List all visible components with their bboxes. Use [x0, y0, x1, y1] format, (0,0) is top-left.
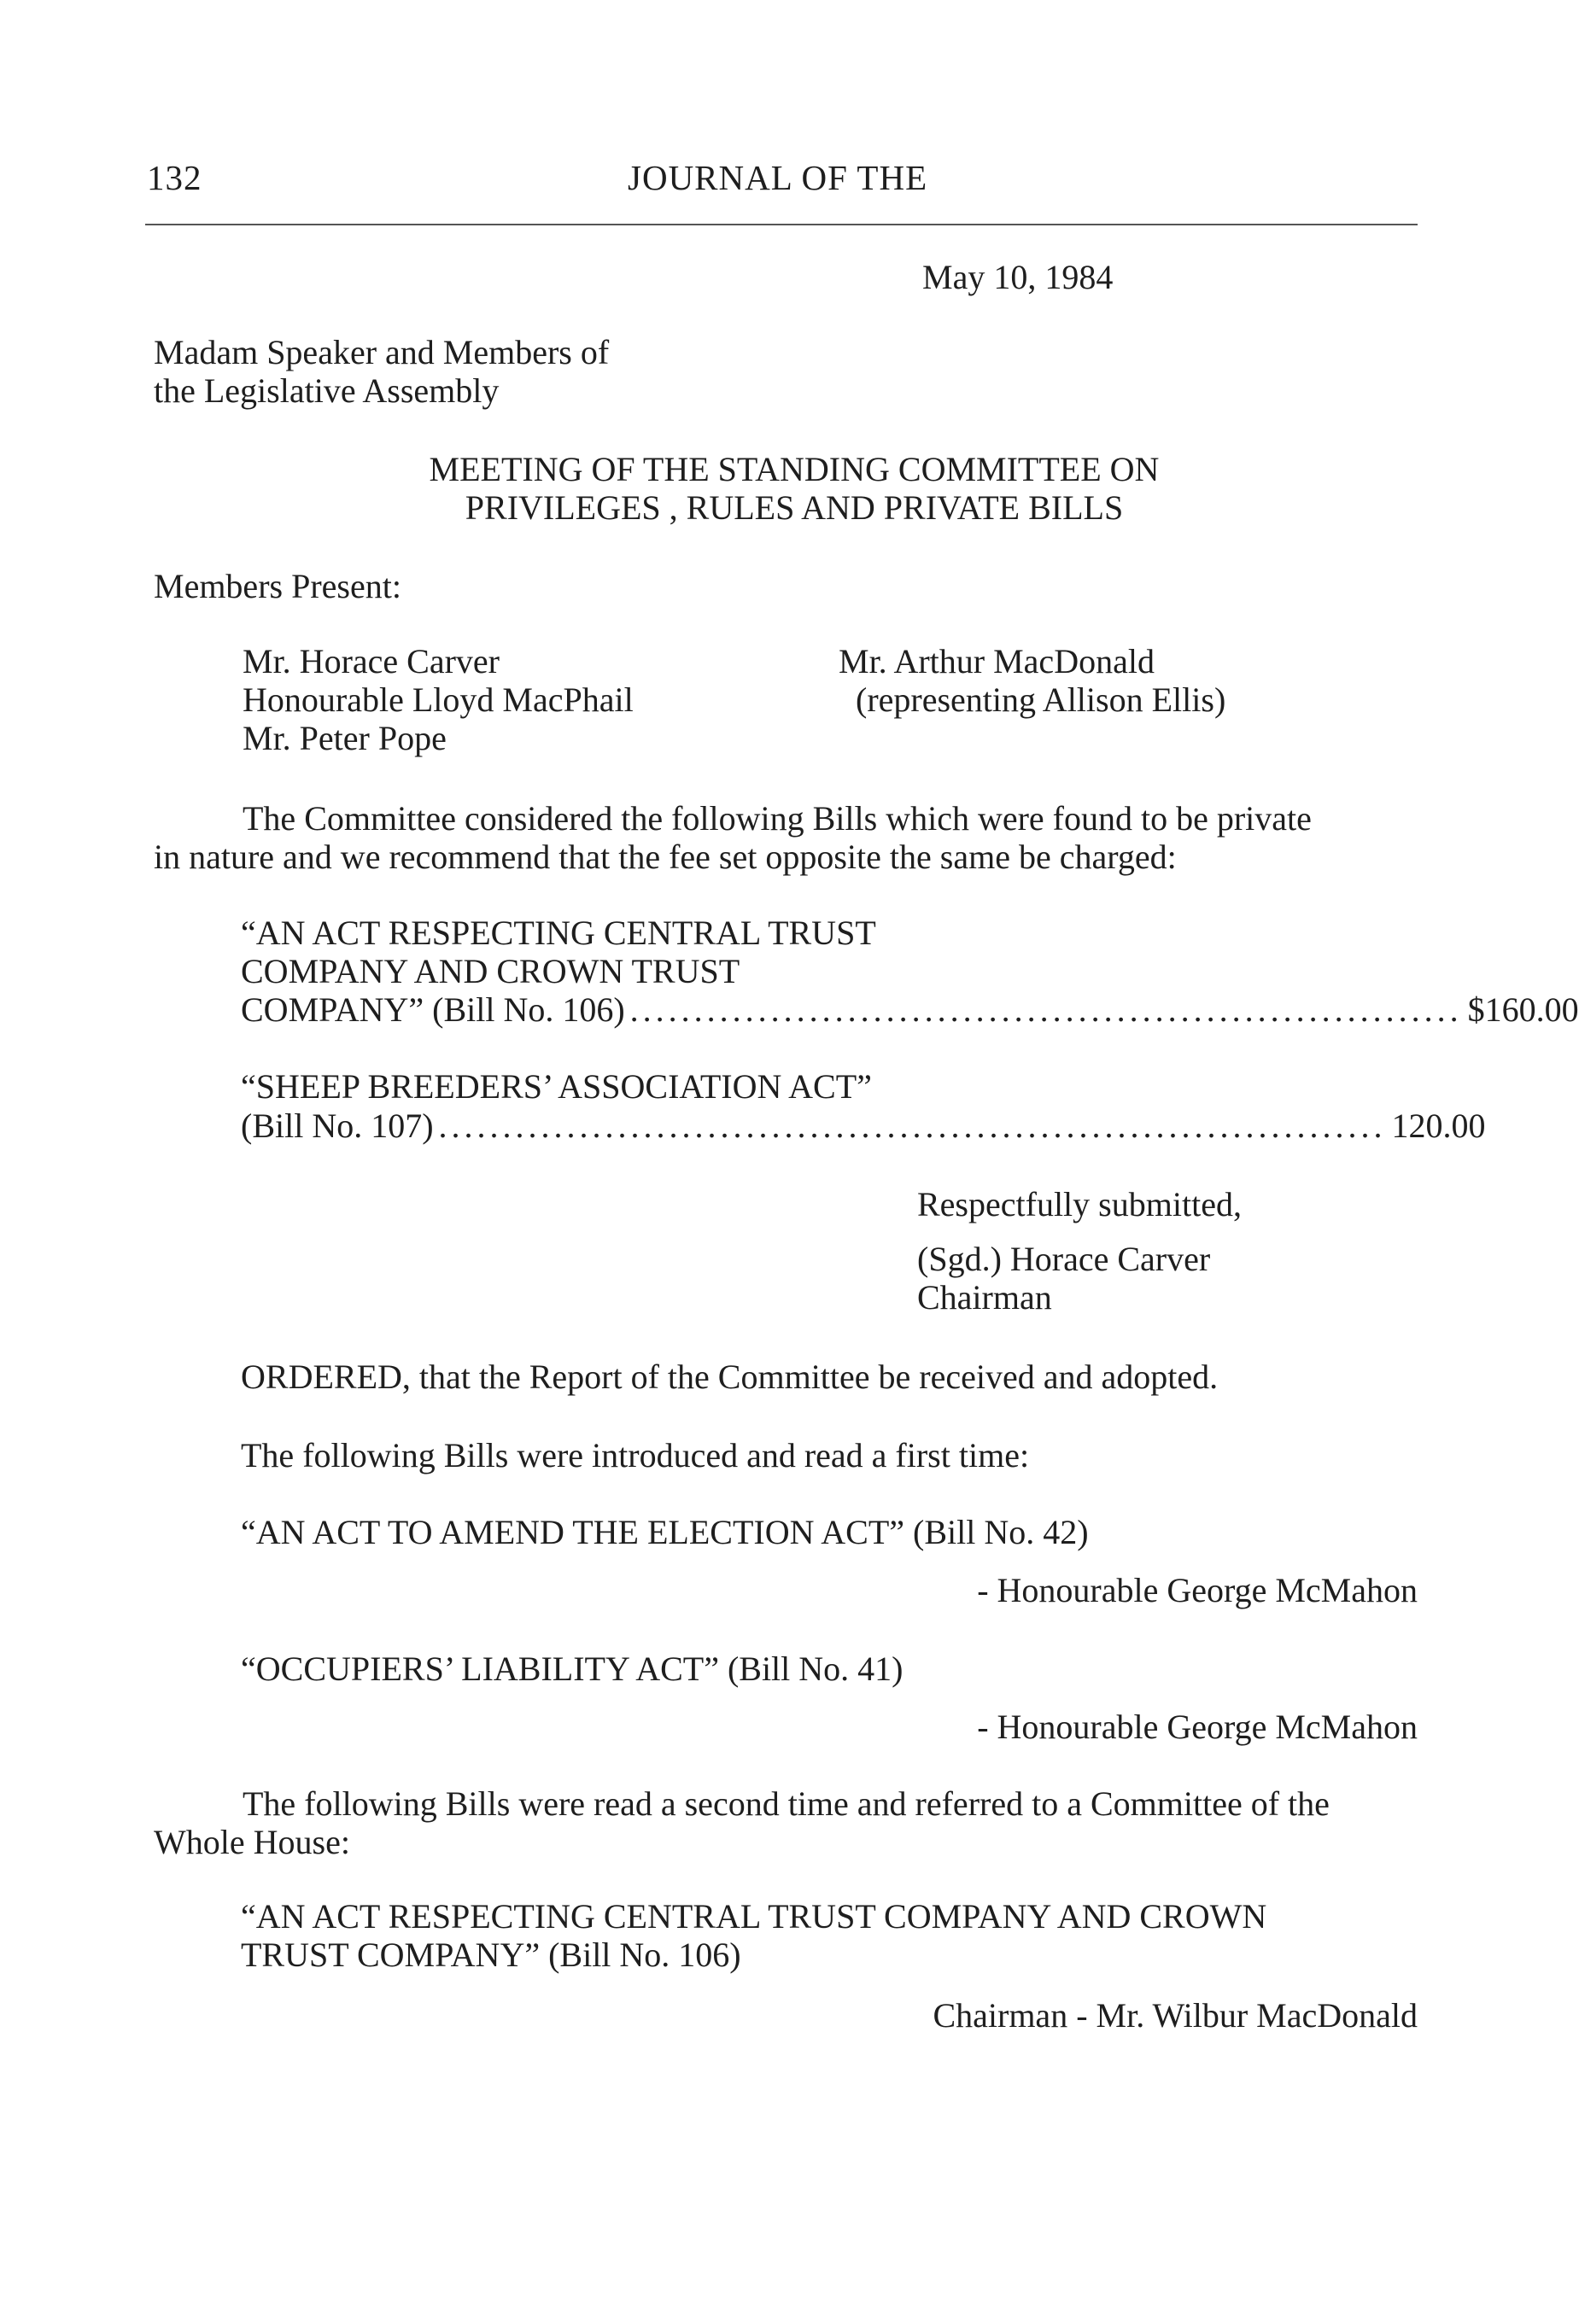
bill-title-line: TRUST COMPANY” (Bill No. 106) [241, 1936, 741, 1974]
bill-title-line: “AN ACT RESPECTING CENTRAL TRUST COMPANY AND CROWN [241, 1897, 1267, 1936]
header-rule [145, 224, 1418, 225]
signature-title: Chairman [917, 1278, 1052, 1317]
member-note: (representing Allison Ellis) [856, 680, 1226, 719]
signature-block [917, 1240, 1210, 1317]
bill-title-line: “AN ACT RESPECTING CENTRAL TRUST [241, 914, 876, 952]
committee-paragraph [154, 799, 1418, 876]
signature-name: (Sgd.) Horace Carver [917, 1240, 1211, 1278]
fee-bill-title [241, 1067, 872, 1106]
page-number: 132 [147, 158, 202, 197]
fee-bill-line [241, 990, 1579, 1029]
paragraph-line: Whole House: [154, 1823, 350, 1861]
first-reading-bill-title: “AN ACT TO AMEND THE ELECTION ACT” (Bill No. 42) [241, 1513, 1089, 1551]
bill-sponsor: - Honourable George McMahon [977, 1708, 1418, 1746]
salutation [154, 333, 609, 410]
paragraph-line: in nature and we recommend that the fee set opposite the same be charged: [154, 838, 1177, 876]
running-title: JOURNAL OF THE [628, 158, 928, 197]
member-name: Mr. Horace Carver [243, 642, 500, 680]
first-reading-bill-title: “OCCUPIERS’ LIABILITY ACT” (Bill No. 41) [241, 1650, 904, 1688]
second-reading-intro [154, 1784, 1418, 1861]
member-name: Honourable Lloyd MacPhail [243, 680, 634, 719]
bill-title-line: “SHEEP BREEDERS’ ASSOCIATION ACT” [241, 1067, 872, 1106]
bill-title-line: COMPANY AND CROWN TRUST [241, 952, 740, 990]
bill-fee: 120.00 [1391, 1107, 1486, 1145]
paragraph-line: The following Bills were read a second time and referred to a Committee of the [243, 1784, 1330, 1823]
report-title-line: MEETING OF THE STANDING COMMITTEE ON [429, 450, 1160, 488]
report-title-line: PRIVILEGES , RULES AND PRIVATE BILLS [465, 488, 1124, 527]
dot-leader: .......................................................................... [438, 1107, 1387, 1145]
bill-sponsor: - Honourable George McMahon [977, 1571, 1418, 1609]
members-right-column [839, 642, 1225, 719]
members-present-label: Members Present: [154, 567, 401, 605]
bill-fee: $160.00 [1467, 990, 1579, 1029]
report-date: May 10, 1984 [922, 258, 1114, 296]
fee-bill-line [241, 1107, 1486, 1145]
salutation-line: Madam Speaker and Members of [154, 333, 610, 371]
salutation-line: the Legislative Assembly [154, 371, 500, 410]
signoff-closing: Respectfully submitted, [917, 1185, 1242, 1223]
first-reading-intro: The following Bills were introduced and read a first time: [241, 1436, 1030, 1474]
ordered-motion: ORDERED, that the Report of the Committee be received and adopted. [241, 1358, 1219, 1396]
bill-title-last-line: (Bill No. 107) [241, 1107, 434, 1145]
fee-bill-title [241, 914, 876, 990]
report-title [359, 450, 1230, 527]
members-left-column [243, 642, 634, 757]
dot-leader: ................................................................. [629, 990, 1463, 1029]
second-reading-bill-title [241, 1897, 1266, 1974]
member-name: Mr. Arthur MacDonald [839, 642, 1155, 680]
bill-title-last-line: COMPANY” (Bill No. 106) [241, 990, 625, 1029]
member-name: Mr. Peter Pope [243, 719, 447, 757]
committee-chairman: Chairman - Mr. Wilbur MacDonald [933, 1996, 1418, 2035]
paragraph-line: The Committee considered the following Bills which were found to be private [243, 799, 1312, 838]
